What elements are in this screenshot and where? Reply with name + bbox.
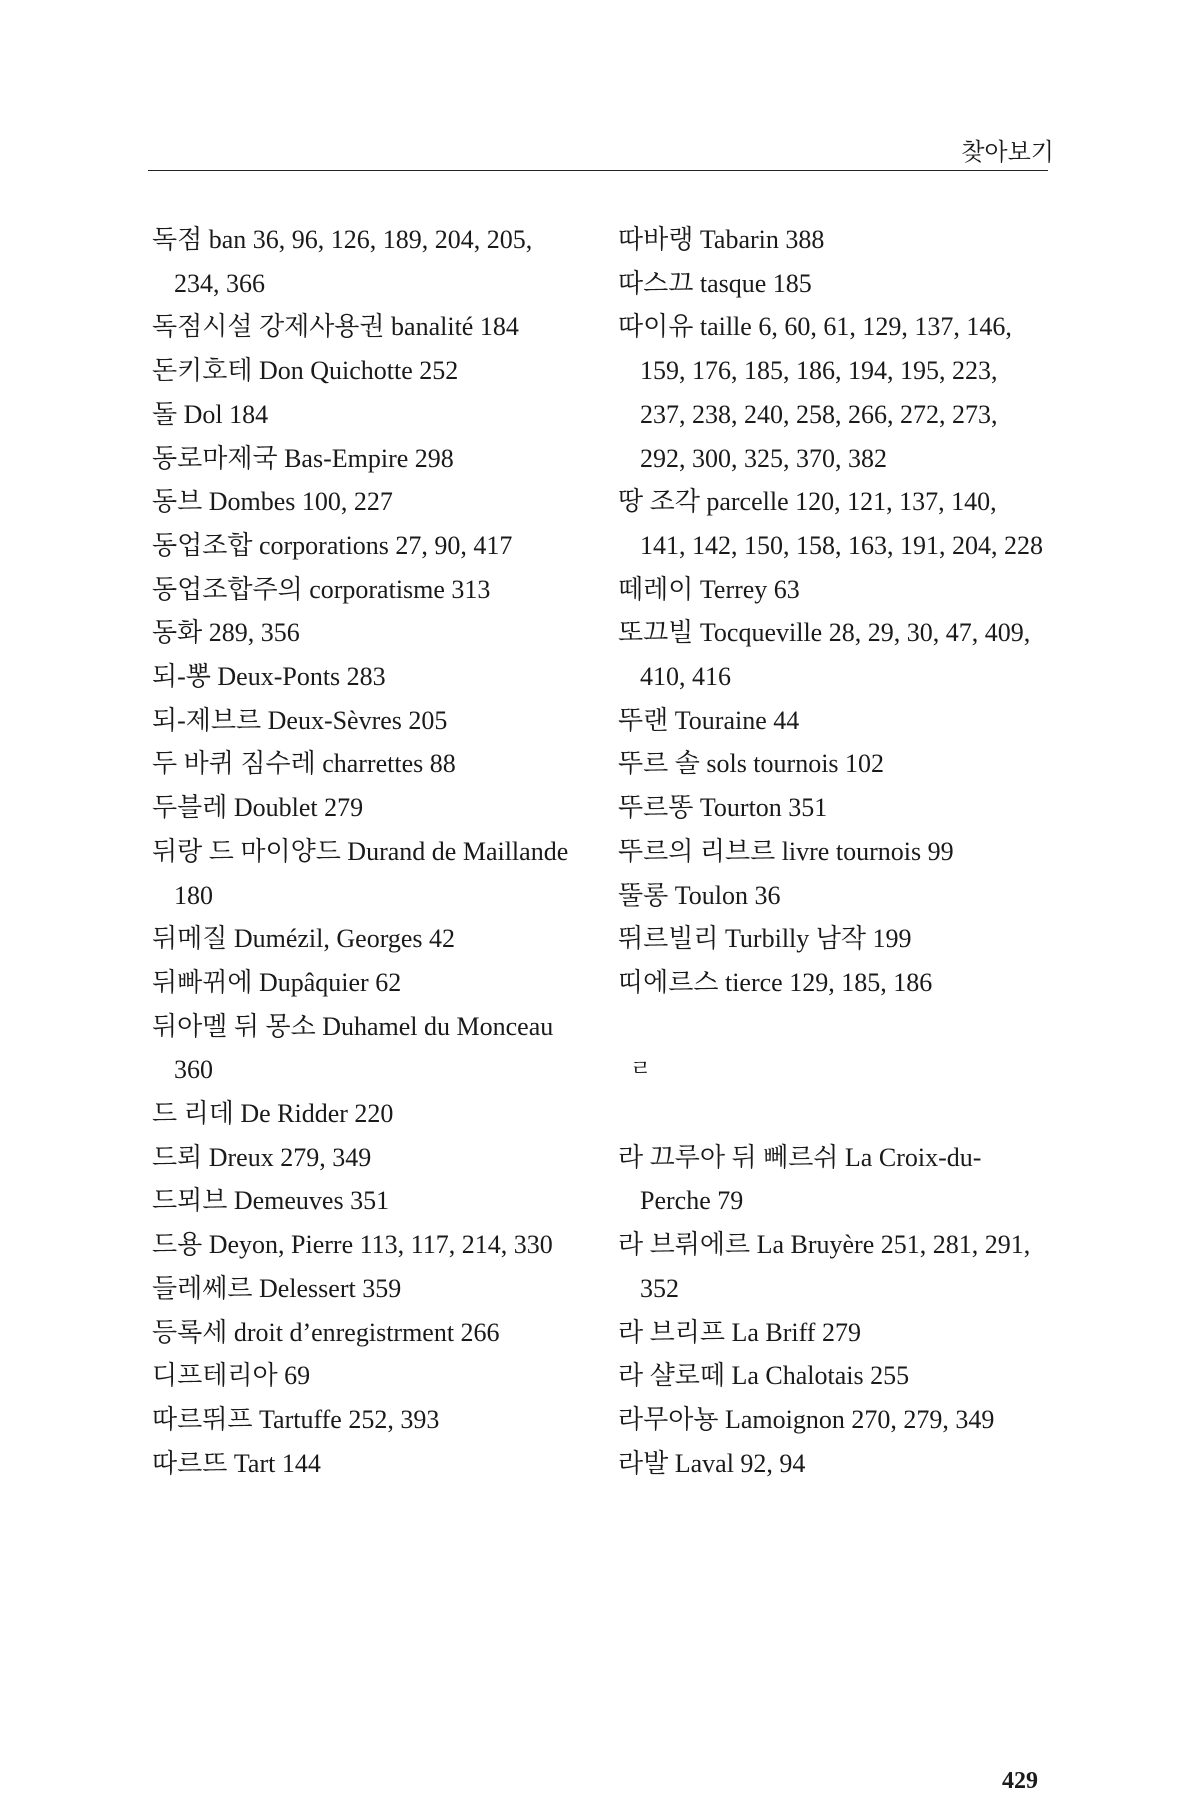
running-header: 찾아보기 [961,138,1054,166]
index-entry: 라 끄루아 뒤 뻬르쉬 La Croix-du-Perche 79 [618,1142,982,1216]
index-entry: 드뢰 Dreux 279, 349 [152,1142,372,1172]
index-entry: 뚤롱 Toulon 36 [618,880,781,910]
index-entry: 동업조합주의 corporatisme 313 [152,574,491,604]
index-entry: 드용 Deyon, Pierre 113, 117, 214, 330 [152,1230,553,1260]
index-entry: 돌 Dol 184 [152,399,269,429]
index-entry: 띠에르스 tierce 129, 185, 186 [618,967,933,997]
index-column-right [618,218,1048,1485]
header-rule [148,170,1048,171]
index-entry: 두 바퀴 짐수레 charrettes 88 [152,749,456,779]
index-entry: 드뫼브 Demeuves 351 [152,1186,390,1216]
index-entry: 동브 Dombes 100, 227 [152,487,393,517]
index-entry: 동화 289, 356 [152,618,300,648]
spacer [618,1092,1048,1136]
index-entry: 땅 조각 parcelle 120, 121, 137, 140, 141, 142, 150, 158, 163, 191, 204, 228 [618,487,1043,560]
section-heading: ㄹ [630,1057,652,1083]
index-entry: 동로마제국 Bas-Empire 298 [152,443,454,473]
index-entry: 등록세 droit d’enregistrment 266 [152,1317,500,1347]
index-entry: 따이유 taille 6, 60, 61, 129, 137, 146, 159, 176, 185, 186, 194, 195, 223, 237, 238, 240, 258, 266, 272, 273, 292, 300, 325, 370, 382 [618,312,1012,473]
index-column-left [152,218,582,1485]
index-entry: 따바랭 Tabarin 388 [618,225,825,254]
index-entry: 따르뛰프 Tartuffe 252, 393 [152,1404,440,1434]
index-entry: 또끄빌 Tocqueville 28, 29, 30, 47, 409, 410, 416 [618,618,1031,692]
index-entry: 동업조합 corporations 27, 90, 417 [152,530,513,560]
index-entry: 떼레이 Terrey 63 [618,574,800,604]
index-entry: 두블레 Doublet 279 [152,793,364,823]
index-entry: 되-뽕 Deux-Ponts 283 [152,662,386,692]
index-entry: 따스끄 tasque 185 [618,268,812,298]
index-entry: 돈키호테 Don Quichotte 252 [152,356,459,386]
index-entry: 뒤메질 Dumézil, Georges 42 [152,924,456,954]
index-entry: 뛰르빌리 Turbilly 남작 199 [618,924,912,954]
index-entry: 뒤랑 드 마이양드 Durand de Maillande 180 [152,836,569,910]
index-entry: 뚜르똥 Tourton 351 [618,793,828,823]
index-entry: 뚜르의 리브르 livre tournois 99 [618,836,954,866]
index-entry: 라 브리프 La Briff 279 [618,1317,861,1347]
page-number: 429 [1002,1768,1038,1794]
index-entry: 뒤아멜 뒤 몽소 Duhamel du Monceau 360 [152,1011,554,1085]
index-entry: 디프테리아 69 [152,1361,311,1391]
index-entry: 뒤빠뀌에 Dupâquier 62 [152,967,402,997]
index-entry: 드 리데 De Ridder 220 [152,1099,394,1129]
index-entry: 라발 Laval 92, 94 [618,1448,806,1478]
index-entry: 독점시설 강제사용권 banalité 184 [152,312,519,342]
index-entry: 되-제브르 Deux-Sèvres 205 [152,705,448,735]
index-entry: 독점 ban 36, 96, 126, 189, 204, 205, 234, 366 [152,225,533,298]
index-entry: 뚜랜 Touraine 44 [618,705,800,735]
index-entry: 따르뜨 Tart 144 [152,1448,321,1478]
index-entry: 라무아뇽 Lamoignon 270, 279, 349 [618,1404,995,1434]
index-entry: 라 브뤼에르 La Bruyère 251, 281, 291, 352 [618,1230,1031,1303]
index-entry: 들레쎄르 Delessert 359 [152,1273,402,1303]
spacer [618,1005,1048,1049]
index-entry: 뚜르 솔 sols tournois 102 [618,749,885,779]
index-entry: 라 샬로떼 La Chalotais 255 [618,1361,910,1391]
